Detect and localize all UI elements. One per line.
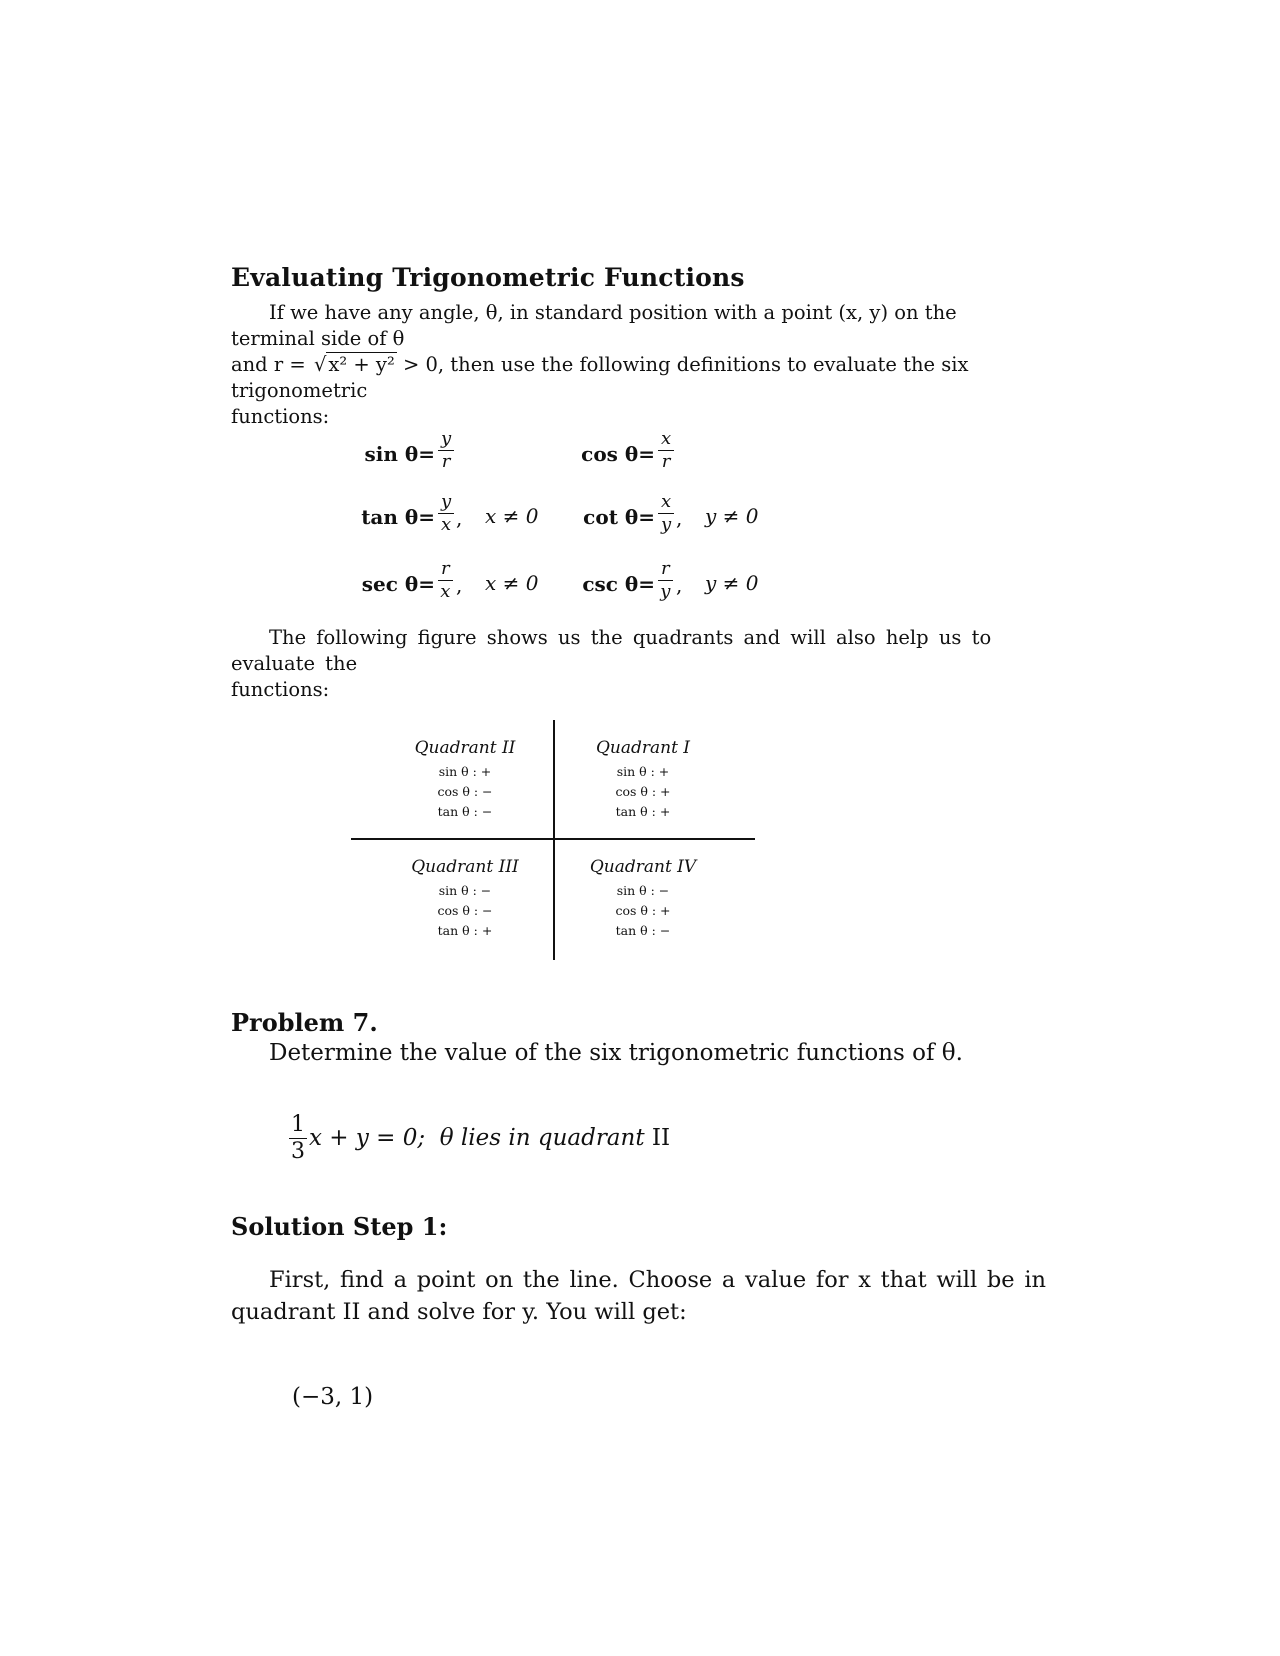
- def-sin-name: sin θ=: [364, 442, 435, 466]
- def-cot-cond: y ≠ 0: [705, 504, 759, 528]
- sqrt-expression: √ x² + y²: [313, 353, 395, 376]
- def-cot-num: x: [658, 491, 674, 514]
- def-csc-fraction: [658, 558, 673, 603]
- def-sec-fraction: [438, 558, 453, 603]
- def-cot-fraction: [658, 491, 674, 536]
- figure-line-2: functions:: [231, 678, 330, 701]
- quadrant-iv-cos: cos θ : +: [615, 903, 671, 918]
- def-csc-den: y: [660, 581, 671, 602]
- solution-step-text: [231, 1264, 1046, 1328]
- quadrant-i-sin: sin θ : +: [616, 764, 670, 779]
- def-sec: [340, 558, 435, 618]
- equation-fraction-den: 3: [291, 1139, 305, 1164]
- solution-point: (−3, 1): [292, 1384, 374, 1410]
- def-tan-den: x: [441, 514, 452, 535]
- def-tan-cond: x ≠ 0: [485, 504, 539, 528]
- quadrant-ii-cos: cos θ : −: [437, 784, 493, 799]
- quadrant-iii: [380, 857, 550, 941]
- solution-step-body: First, find a point on the line. Choose a value for x that will be in quadrant II and solve for y. You will get:: [231, 1267, 1046, 1325]
- def-tan-fraction: [438, 491, 454, 536]
- equation-fraction-num: 1: [291, 1112, 305, 1137]
- quadrant-iv-sin: sin θ : −: [616, 883, 670, 898]
- def-cot-name: cot θ=: [583, 505, 655, 529]
- quadrant-iii-title: Quadrant III: [411, 857, 519, 877]
- intro-line-3: functions:: [231, 405, 330, 428]
- def-sin-num: y: [438, 428, 454, 451]
- def-cot: [560, 491, 655, 551]
- figure-line-1: The following figure shows us the quadrants and will also help us to evaluate the: [231, 626, 992, 675]
- def-tan-num: y: [438, 491, 454, 514]
- quadrant-ii-tan: tan θ : −: [437, 804, 493, 819]
- equation-quadrant: II: [651, 1125, 671, 1151]
- def-sec-den: x: [440, 581, 451, 602]
- quadrant-ii-sin: sin θ : +: [438, 764, 492, 779]
- def-sec-cond: x ≠ 0: [485, 571, 539, 595]
- page-title: Evaluating Trigonometric Functions: [231, 263, 745, 292]
- problem-label: Problem 7.: [231, 1008, 378, 1037]
- equation-rest: [309, 1125, 670, 1151]
- def-tan-name: tan θ=: [361, 505, 435, 529]
- equation-condition: θ lies in quadrant: [439, 1125, 645, 1151]
- intro-line-2-end: > 0, then use the following definitions to evaluate the six trigonometric: [231, 353, 969, 402]
- intro-line-1: If we have any angle, θ, in standard position with a point (x, y) on the terminal side of θ: [231, 301, 957, 350]
- def-cos-num: x: [658, 428, 674, 451]
- def-cos-fraction: [658, 428, 674, 473]
- def-sin-fraction: [438, 428, 454, 473]
- def-sec-comma: ,: [456, 573, 463, 597]
- def-csc-cond: y ≠ 0: [705, 571, 759, 595]
- def-csc: [560, 558, 655, 618]
- quadrant-i-tan: tan θ : +: [615, 804, 671, 819]
- def-cot-comma: ,: [676, 506, 683, 530]
- quadrant-iv-tan: tan θ : −: [615, 923, 671, 938]
- quadrant-i-title: Quadrant I: [595, 738, 691, 758]
- figure-paragraph: [231, 625, 1046, 703]
- def-sin: [340, 428, 435, 488]
- def-sec-num: r: [438, 558, 453, 581]
- def-cot-den: y: [660, 514, 672, 535]
- quadrant-ii: [380, 738, 550, 822]
- def-csc-num: r: [658, 558, 673, 581]
- intro-line-2-start: and r =: [231, 353, 306, 376]
- def-csc-name: csc θ=: [582, 572, 655, 596]
- def-sec-name: sec θ=: [361, 572, 435, 596]
- def-sin-den: r: [441, 451, 451, 472]
- quadrant-i-cos: cos θ : +: [615, 784, 671, 799]
- def-tan-comma: ,: [456, 506, 463, 530]
- def-cos-name: cos θ=: [581, 442, 655, 466]
- equation-linear-part: x + y = 0;: [309, 1125, 426, 1151]
- equation-fraction: [289, 1112, 307, 1165]
- quadrant-i: [558, 738, 728, 822]
- x-axis: [351, 838, 755, 840]
- quadrant-iv: [558, 857, 728, 941]
- radicand: x² + y²: [328, 353, 395, 376]
- quadrant-iii-sin: sin θ : −: [438, 883, 492, 898]
- def-tan: [340, 491, 435, 551]
- def-csc-comma: ,: [676, 573, 683, 597]
- intro-paragraph: [231, 300, 1046, 430]
- y-axis: [553, 720, 555, 960]
- def-cos-den: r: [661, 451, 671, 472]
- quadrant-iii-cos: cos θ : −: [437, 903, 493, 918]
- solution-label: Solution Step 1:: [231, 1212, 448, 1241]
- def-cos: [560, 428, 655, 488]
- quadrant-iv-title: Quadrant IV: [589, 857, 697, 877]
- quadrant-iii-tan: tan θ : +: [437, 923, 493, 938]
- quadrant-ii-title: Quadrant II: [414, 738, 516, 758]
- problem-text: Determine the value of the six trigonometric functions of θ.: [269, 1040, 963, 1066]
